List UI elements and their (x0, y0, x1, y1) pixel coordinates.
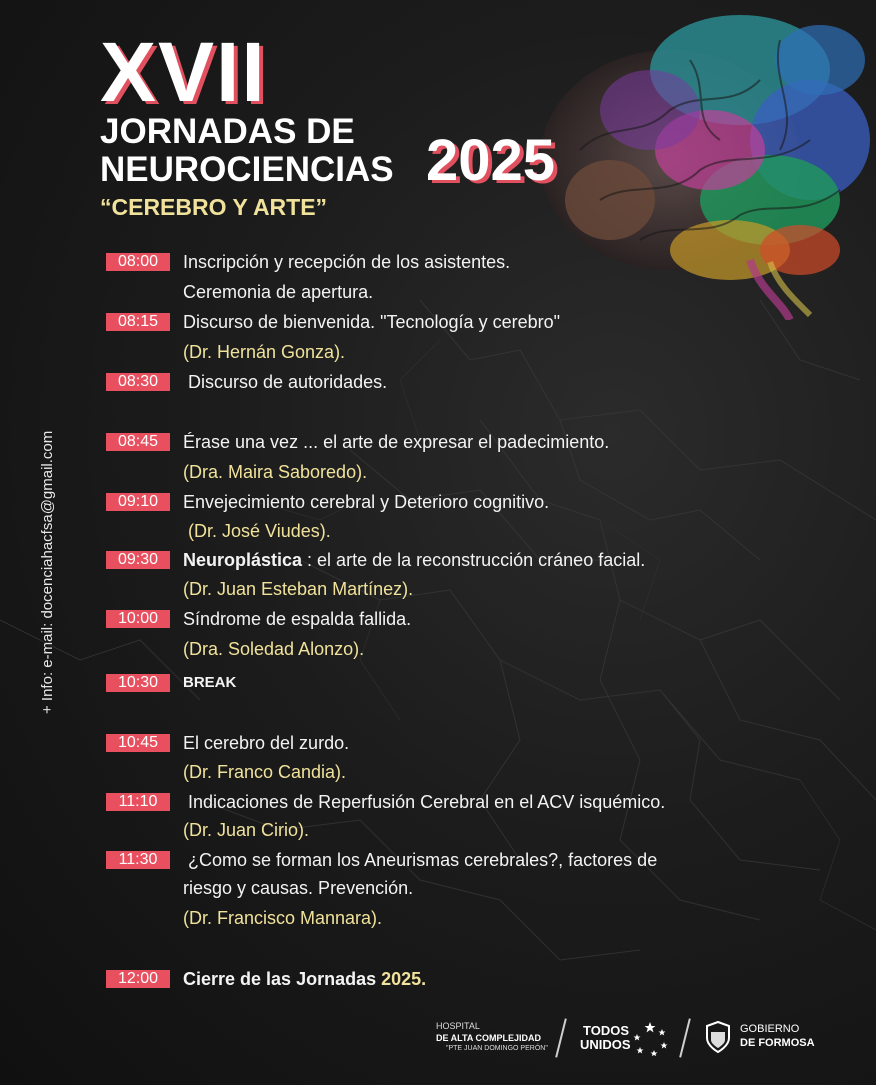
item-title: Discurso de autoridades. (183, 372, 388, 392)
schedule-speaker-line (0, 637, 876, 663)
item-title: Indicaciones de Reperfusión Cerebral en el ACV isquémico. (183, 792, 666, 812)
item-title-year: 2025. (381, 969, 427, 989)
schedule-speaker-line (0, 340, 876, 366)
time-badge: 08:30 (106, 373, 170, 391)
schedule-item (0, 310, 876, 336)
contact-email-vertical: + Info: e-mail: docenciahacfsa@gmail.com (39, 430, 56, 714)
item-speaker: (Dra. Maira Saboredo). (183, 462, 368, 482)
time-badge: 09:30 (106, 551, 170, 569)
schedule-speaker-line (0, 818, 876, 844)
schedule-item (0, 548, 876, 574)
item-title-line-2: Ceremonia de apertura. (183, 282, 374, 302)
item-title-bold: Neuroplástica (183, 550, 303, 570)
footer-logos (0, 1010, 876, 1070)
schedule-item-continued (0, 280, 876, 306)
schedule-speaker-line (0, 519, 876, 545)
hospital-label: HOSPITAL (436, 1021, 480, 1031)
schedule-item (0, 607, 876, 633)
schedule-item (0, 790, 876, 816)
item-title: El cerebro del zurdo. (183, 733, 350, 753)
item-speaker: (Dr. José Viudes). (183, 521, 331, 541)
item-title: Érase una vez ... el arte de expresar el padecimiento. (183, 432, 610, 452)
schedule-item (0, 671, 876, 697)
item-title: BREAK (183, 674, 237, 691)
shield-icon (704, 1020, 732, 1054)
divider (679, 1018, 691, 1057)
title-line-1: JORNADAS DE (100, 112, 355, 151)
unidos-label: UNIDOS (580, 1037, 631, 1052)
schedule-item (0, 250, 876, 276)
schedule-item-continued (0, 876, 876, 902)
time-badge: 10:00 (106, 610, 170, 628)
schedule-speaker-line (0, 760, 876, 786)
item-title: Inscripción y recepción de los asistentes. (183, 252, 511, 272)
schedule-speaker-line (0, 460, 876, 486)
schedule-speaker-line (0, 577, 876, 603)
stars-circle-icon (632, 1020, 668, 1056)
time-badge: 08:00 (106, 253, 170, 271)
item-speaker: (Dr. Juan Cirio). (183, 820, 310, 840)
item-title: Síndrome de espalda fallida. (183, 609, 412, 629)
schedule-item (0, 430, 876, 456)
time-badge: 12:00 (106, 970, 170, 988)
todos-label: TODOS (583, 1023, 629, 1038)
item-title-main: Cierre de las Jornadas (183, 969, 382, 989)
item-speaker: (Dr. Juan Esteban Martínez). (183, 579, 414, 599)
item-speaker: (Dra. Soledad Alonzo). (183, 639, 365, 659)
schedule-item (0, 370, 876, 396)
time-badge: 11:30 (106, 851, 170, 869)
time-badge: 10:45 (106, 734, 170, 752)
item-speaker: (Dr. Francisco Mannara). (183, 908, 383, 928)
item-title: ¿Como se forman los Aneurismas cerebrales?, factores de (183, 850, 658, 870)
item-title (183, 548, 645, 572)
divider (555, 1018, 567, 1057)
formosa-label: DE FORMOSA (740, 1037, 815, 1049)
item-title (183, 967, 426, 991)
schedule-item (0, 848, 876, 874)
time-badge: 08:45 (106, 433, 170, 451)
item-speaker: (Dr. Hernán Gonza). (183, 342, 346, 362)
item-title-rest: : el arte de la reconstrucción cráneo facial. (302, 550, 646, 570)
item-title-line-2: riesgo y causas. Prevención. (183, 878, 414, 898)
schedule-item (0, 967, 876, 993)
time-badge: 08:15 (106, 313, 170, 331)
event-theme: “CEREBRO Y ARTE” (100, 194, 328, 220)
title-year: 2025 (426, 128, 556, 193)
time-badge: 10:30 (106, 674, 170, 692)
schedule-item (0, 490, 876, 516)
edition-title: XVII (100, 25, 267, 119)
item-title: Envejecimiento cerebral y Deterioro cognitivo. (183, 492, 550, 512)
item-speaker: (Dr. Franco Candia). (183, 762, 347, 782)
hospital-subname: "PTE JUAN DOMINGO PERÓN" (446, 1045, 548, 1052)
schedule-speaker-line (0, 906, 876, 932)
time-badge: 09:10 (106, 493, 170, 511)
time-badge: 11:10 (106, 793, 170, 811)
title-line-2: NEUROCIENCIAS (100, 150, 394, 189)
schedule-item (0, 731, 876, 757)
hospital-name: DE ALTA COMPLEJIDAD (436, 1033, 541, 1043)
item-title: Discurso de bienvenida. "Tecnología y cerebro" (183, 312, 560, 332)
gobierno-label: GOBIERNO (740, 1023, 800, 1035)
